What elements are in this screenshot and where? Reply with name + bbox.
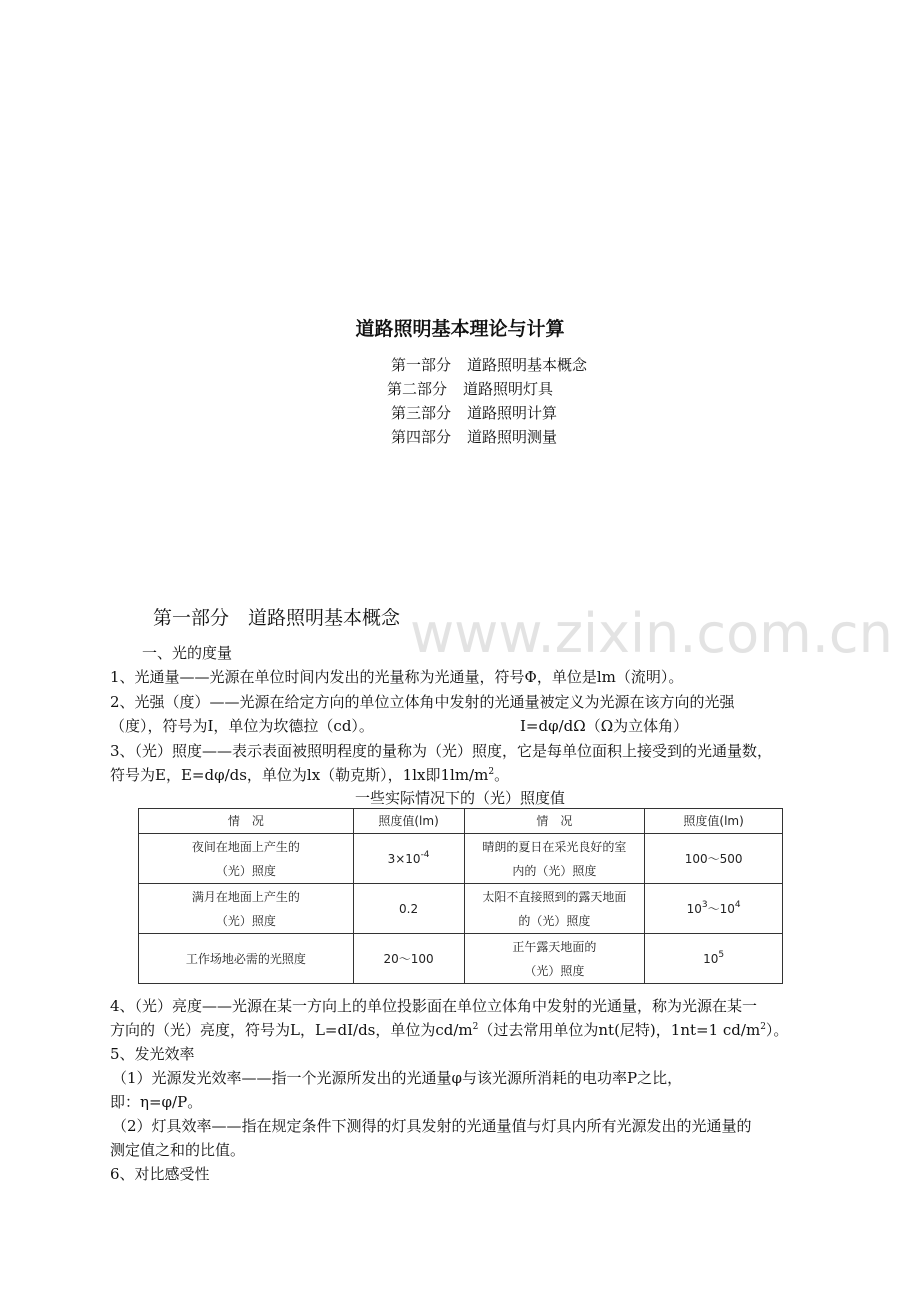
toc-part-number: 第一部分	[391, 356, 452, 374]
cell-line: 满月在地面上产生的	[191, 889, 300, 904]
watermark: www.zixin.com.cn	[410, 602, 893, 665]
value-range: ～10	[707, 901, 735, 916]
toc-part-number: 第二部分	[387, 380, 448, 398]
text: 方向的（光）亮度，符号为L，L=dI/ds，单位为cd/m	[110, 1021, 473, 1039]
paragraph-luminance-line2	[110, 1019, 788, 1040]
paragraph-intensity-line1: 2、光强（度）——光源在给定方向的单位立体角中发射的光通量被定义为光源在该方向的光强	[110, 693, 735, 711]
cell-line: 内的（光）照度	[512, 863, 597, 878]
value-base: 3×10	[387, 851, 421, 866]
table-cell	[645, 834, 783, 884]
table-row	[139, 934, 783, 984]
cell-line: （光）照度	[524, 963, 585, 978]
cell-line: 正午露天地面的	[512, 939, 597, 954]
value-base: 20～100	[383, 951, 434, 966]
toc-part-name: 道路照明灯具	[463, 380, 554, 398]
intensity-formula: I=dφ/dΩ（Ω为立体角）	[520, 717, 689, 735]
table-cell	[645, 934, 783, 984]
toc-item-4	[391, 426, 557, 447]
value-base: 0.2	[399, 901, 419, 916]
paragraph-efficacy-1: （1）光源发光效率——指一个光源所发出的光通量φ与该光源所消耗的电功率P之比，	[112, 1069, 683, 1087]
table-cell	[464, 934, 645, 984]
table-cell	[645, 884, 783, 934]
value-exponent: -4	[420, 849, 430, 860]
text: （过去常用单位为nt(尼特)，1nt=1 cd/m	[478, 1021, 761, 1039]
superscript: 2	[472, 1022, 479, 1032]
paragraph-luminance-line1: 4、（光）亮度——光源在某一方向上的单位投影面在单位立体角中发射的光通量，称为光源在某一	[110, 997, 758, 1015]
value-base: 10	[703, 951, 719, 966]
toc-item-3	[391, 402, 557, 423]
value-exponent: 4	[734, 899, 741, 910]
text: 。	[494, 766, 510, 784]
value-base: 100～500	[684, 851, 743, 866]
paragraph-efficacy-heading: 5、发光效率	[110, 1045, 195, 1063]
table-row	[139, 834, 783, 884]
value-base: 10	[686, 901, 702, 916]
cell-line: 夜间在地面上产生的	[191, 839, 300, 854]
cell-line: 太阳不直接照到的露天地面	[482, 889, 627, 904]
superscript: 2	[760, 1022, 766, 1032]
table-cell	[353, 934, 464, 984]
toc-part-name: 道路照明计算	[467, 404, 558, 422]
section-heading: 第一部分 道路照明基本概念	[153, 607, 401, 629]
cell-line: （光）照度	[215, 863, 276, 878]
header-situation: 情 况	[464, 809, 645, 834]
header-situation: 情 况	[139, 809, 354, 834]
toc-item-1	[391, 354, 587, 375]
table-cell	[139, 884, 354, 934]
superscript: 2	[488, 767, 495, 777]
table-cell	[353, 884, 464, 934]
table-cell	[464, 884, 645, 934]
table-cell	[139, 934, 354, 984]
header-value: 照度值(lm)	[353, 809, 464, 834]
paragraph-illuminance-line1: 3、（光）照度——表示表面被照明程度的量称为（光）照度，它是每单位面积上接受到的光通量数，	[110, 742, 773, 760]
paragraph-efficacy-2-line2: 测定值之和的比值。	[110, 1141, 246, 1159]
table-header-row	[139, 809, 783, 834]
cell-line: 的（光）照度	[518, 913, 591, 928]
toc-part-name: 道路照明测量	[467, 428, 558, 446]
toc-part-number: 第四部分	[391, 428, 452, 446]
paragraph-efficacy-formula: 即：η=φ/P。	[110, 1093, 203, 1111]
toc-item-2	[387, 378, 553, 399]
table-row	[139, 884, 783, 934]
toc-part-name: 道路照明基本概念	[467, 356, 588, 374]
paragraph-efficacy-2-line1: （2）灯具效率——指在规定条件下测得的灯具发射的光通量值与灯具内所有光源发出的光通量的	[112, 1117, 752, 1135]
table-cell	[353, 834, 464, 884]
header-value: 照度值(lm)	[645, 809, 783, 834]
cell-line: 工作场地必需的光照度	[185, 951, 306, 966]
table-cell	[464, 834, 645, 884]
paragraph-luminous-flux: 1、光通量——光源在单位时间内发出的光量称为光通量，符号Φ，单位是lm（流明）。	[110, 668, 684, 686]
text: 符号为E，E=dφ/ds，单位为lx（勒克斯），1lx即1lm/m	[110, 766, 489, 784]
table-caption: 一些实际情况下的（光）照度值	[354, 789, 565, 807]
paragraph-illuminance-line2	[110, 764, 509, 785]
table-cell	[139, 834, 354, 884]
cell-line: （光）照度	[215, 913, 276, 928]
cell-line: 晴朗的夏日在采光良好的室	[482, 839, 627, 854]
illuminance-table	[138, 808, 783, 984]
value-exponent: 3	[701, 899, 708, 910]
paragraph-contrast-heading: 6、对比感受性	[110, 1165, 210, 1183]
toc-part-number: 第三部分	[391, 404, 452, 422]
subheading: 一、光的度量	[142, 644, 233, 662]
document-title: 道路照明基本理论与计算	[355, 318, 565, 340]
value-exponent: 5	[718, 949, 725, 960]
paragraph-intensity-line2: （度），符号为I，单位为坎德拉（cd）。	[110, 717, 374, 735]
text: ）。	[765, 1021, 789, 1039]
